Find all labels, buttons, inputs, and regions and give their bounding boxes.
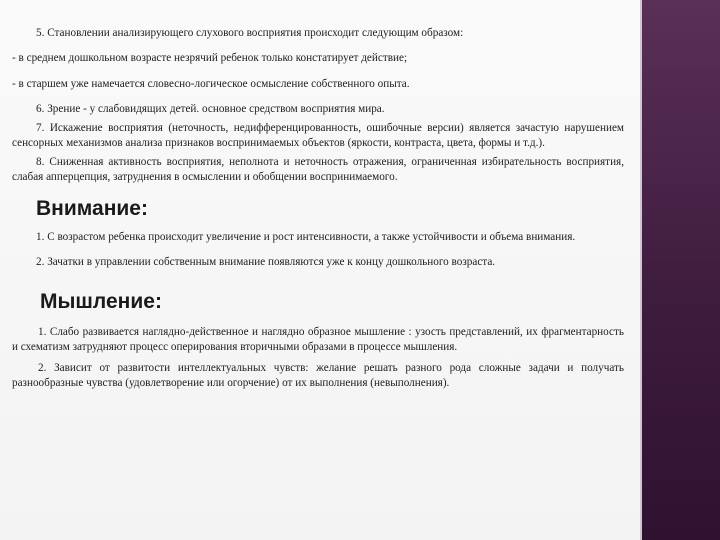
perception-point-8: 8. Сниженная активность восприятия, неполнота и неточность отражения, ограниченная избирательность восприятия, слабая апперцепция, затруднения в осмыслении и обобщении воспринимаемого.	[12, 156, 624, 183]
attention-point-1: 1. С возрастом ребенка происходит увеличение и рост интенсивности, а также устойчивости и объема внимания.	[36, 231, 576, 243]
attention-heading: Внимание:	[36, 197, 148, 220]
thinking-point-2: 2. Зависит от развитости интеллектуальных чувств: желание решать разного рода сложные задачи и получать разнообразные чувства (удовлетворение или огорчение) от их выполнения (невыполнения).	[12, 362, 624, 389]
decorative-side-panel	[642, 0, 720, 540]
attention-point-2: 2. Зачатки в управлении собственным внимание появляются уже к концу дошкольного возраста.	[36, 256, 496, 268]
perception-point-5: 5. Становлении анализирующего слухового восприятия происходит следующим образом:	[36, 27, 464, 39]
perception-point-6: 6. Зрение - у слабовидящих детей. основное средством восприятия мира.	[36, 103, 385, 115]
perception-point-7: 7. Искажение восприятия (неточность, недифференцированность, ошибочные версии) является зачастую нарушением сенсорных механизмов анализа признаков воспринимаемых объектов (яркости, контраста, цвета, формы и т.д.).	[12, 122, 624, 149]
slide-content	[12, 26, 624, 391]
perception-point-5-senior-age: - в старшем уже намечается словесно-логическое осмысление собственного опыта.	[12, 78, 410, 90]
thinking-heading: Мышление:	[40, 290, 162, 313]
perception-point-5-middle-age: - в среднем дошкольном возрасте незрячий ребенок только констатирует действие;	[12, 52, 408, 64]
thinking-point-1: 1. Слабо развивается наглядно-действенное и наглядно образное мышление : узость представлений, их фрагментарность и схематизм затрудняют процесс оперирования вторичными образами в процессе мышления.	[12, 326, 624, 353]
